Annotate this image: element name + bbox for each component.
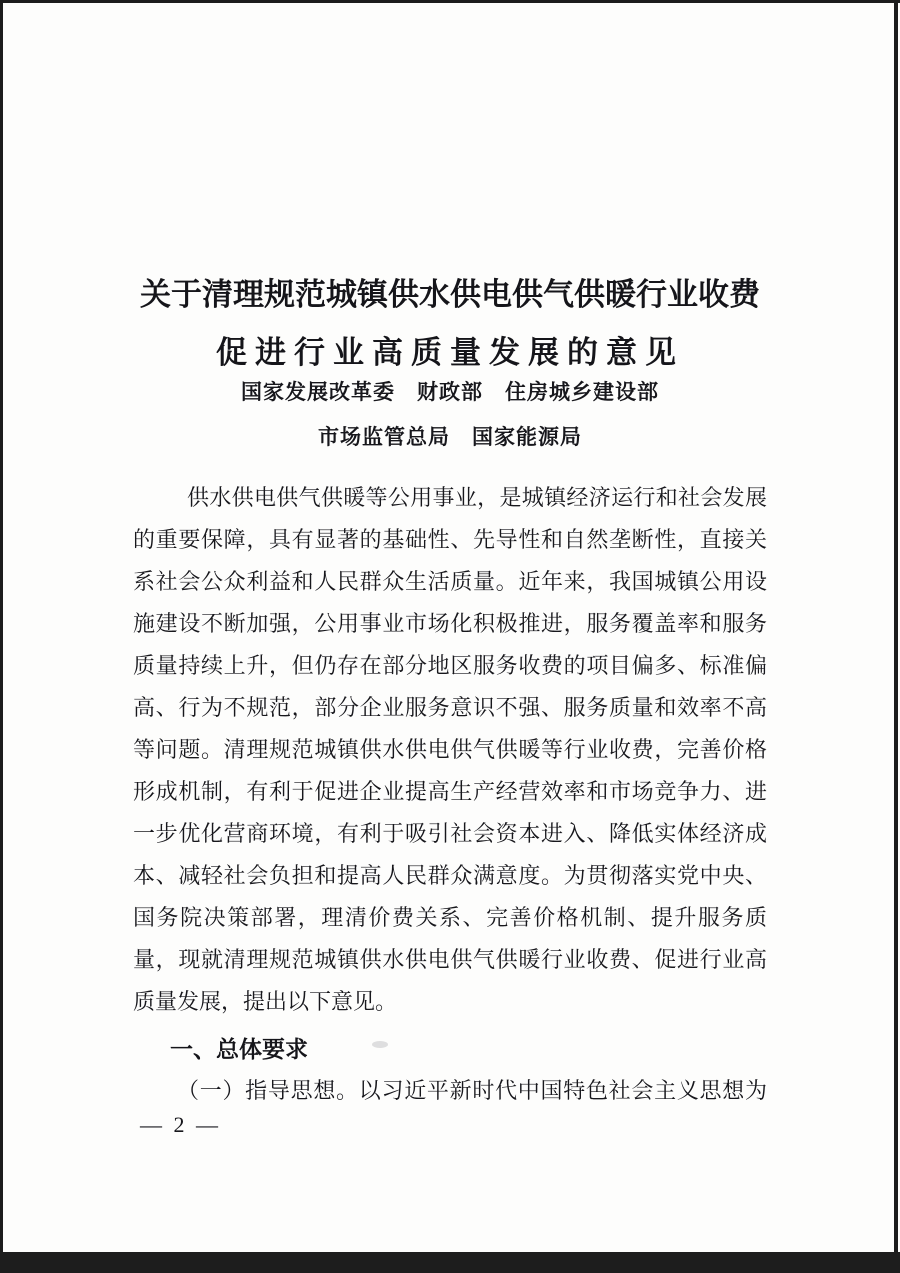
- body-line: 形成机制，有利于促进企业提高生产经营效率和市场竞争力、进: [133, 779, 767, 804]
- page-number: — 2 —: [140, 1112, 221, 1137]
- scan-edge-bottom: [0, 1252, 900, 1273]
- body-line: 量，现就清理规范城镇供水供电供气供暖行业收费、促进行业高: [133, 947, 767, 972]
- section-heading: 一、总体要求: [170, 1036, 308, 1062]
- document-title-line1: 关于清理规范城镇供水供电供气供暖行业收费: [140, 277, 760, 312]
- body-line: 质量持续上升，但仍存在部分地区服务收费的项目偏多、标准偏: [133, 653, 767, 678]
- body-line: 等问题。清理规范城镇供水供电供气供暖等行业收费，完善价格: [133, 737, 767, 762]
- scan-artifact: [372, 1041, 388, 1048]
- issuing-agencies-line1: 国家发展改革委 财政部 住房城乡建设部: [241, 380, 659, 404]
- body-line: 的重要保障，具有显著的基础性、先导性和自然垄断性，直接关: [133, 527, 767, 552]
- scan-edge-top: [0, 0, 900, 3]
- body-line: 本、减轻社会负担和提高人民群众满意度。为贯彻落实党中央、: [133, 863, 767, 888]
- document-title-line2: 促进行业高质量发展的意见: [216, 335, 684, 370]
- body-line: 一步优化营商环境，有利于吸引社会资本进入、降低实体经济成: [133, 821, 767, 846]
- scan-edge-right: [894, 0, 898, 1273]
- body-line: 高、行为不规范，部分企业服务意识不强、服务质量和效率不高: [133, 695, 767, 720]
- document-body: [133, 477, 767, 1112]
- issuing-agencies-line2: 市场监管总局 国家能源局: [318, 425, 582, 449]
- body-line: 国务院决策部署，理清价费关系、完善价格机制、提升服务质: [133, 905, 767, 930]
- subsection-guiding-ideology-line: （一）指导思想。以习近平新时代中国特色社会主义思想为: [177, 1078, 767, 1103]
- body-line: 质量发展，提出以下意见。: [133, 989, 398, 1014]
- body-line: 供水供电供气供暖等公用事业，是城镇经济运行和社会发展: [187, 485, 767, 510]
- body-line: 系社会公众利益和人民群众生活质量。近年来，我国城镇公用设: [133, 569, 767, 594]
- body-line: 施建设不断加强，公用事业市场化积极推进，服务覆盖率和服务: [133, 611, 767, 636]
- scan-edge-left: [0, 0, 3, 1273]
